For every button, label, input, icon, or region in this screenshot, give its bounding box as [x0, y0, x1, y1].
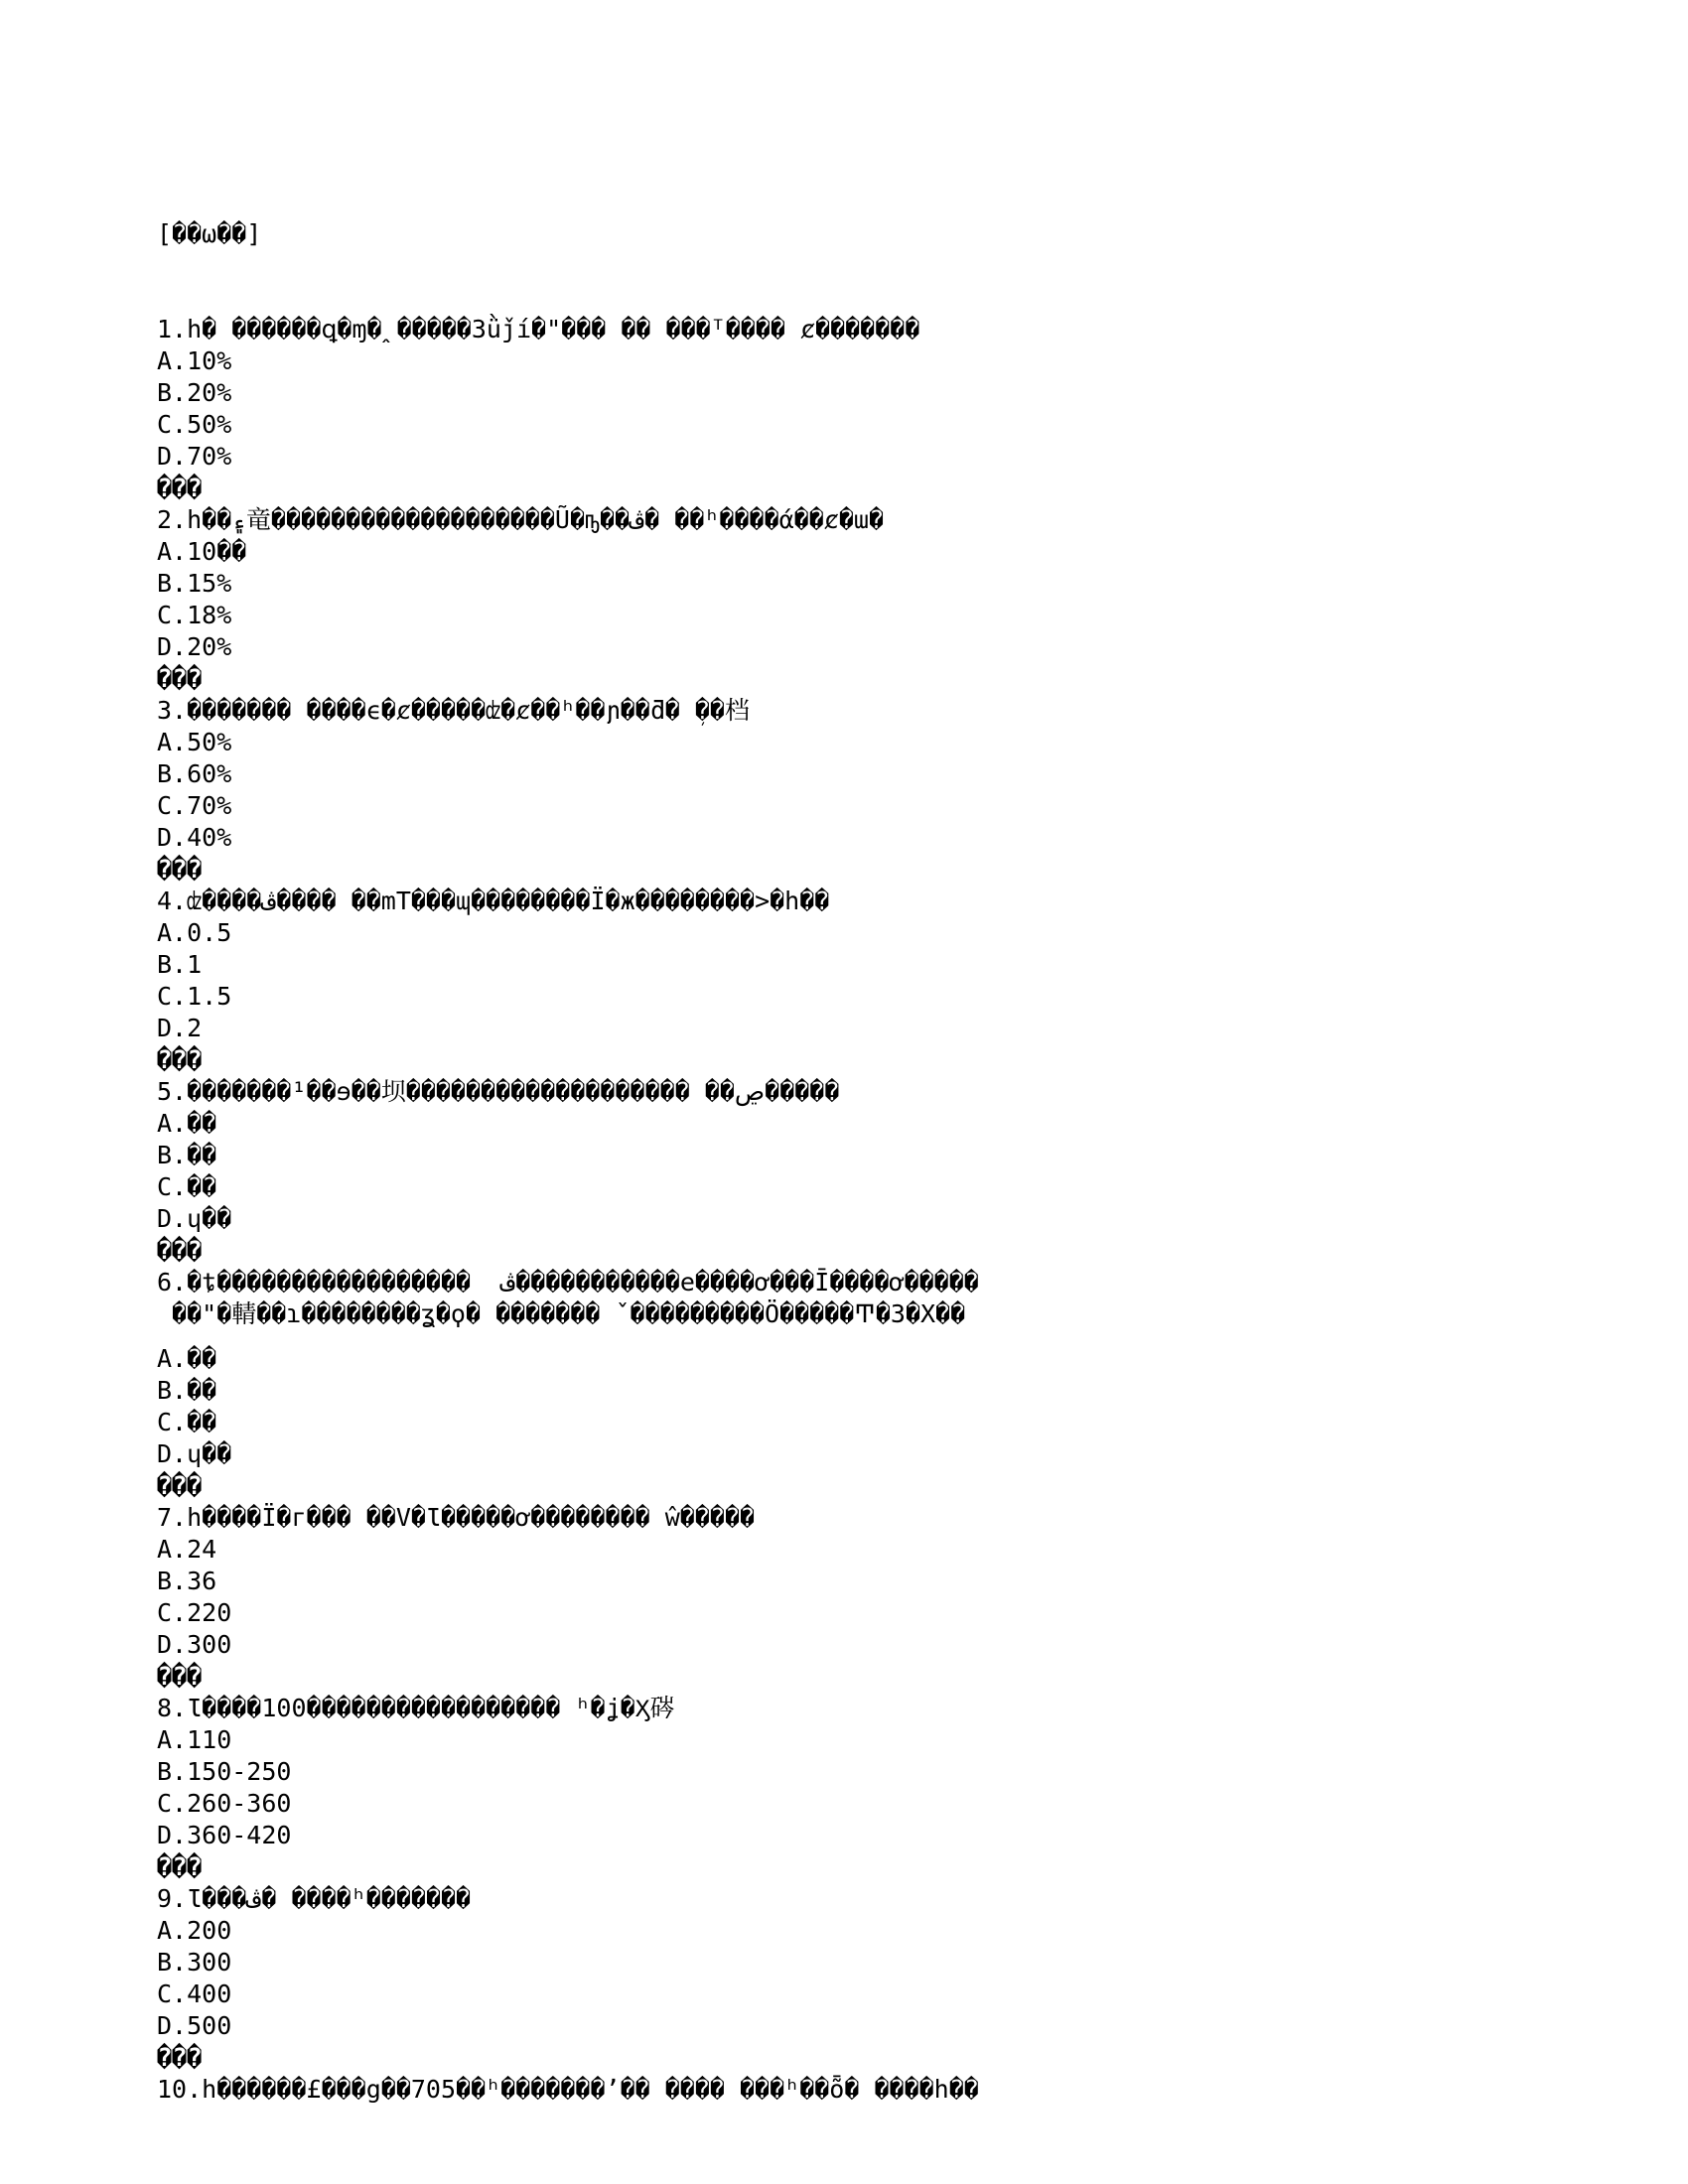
- answer-key: ���: [157, 2043, 203, 2072]
- question-block: [157, 2074, 1527, 2106]
- question-block: [157, 314, 1527, 504]
- answer-key: ���: [157, 664, 203, 693]
- answer-option: A.0.5: [157, 918, 232, 947]
- answer-key: ���: [157, 1852, 203, 1881]
- document-body: [157, 155, 1527, 2137]
- answer-option: A.��: [157, 1344, 217, 1373]
- answer-option: A.110: [157, 1725, 232, 1754]
- answer-option: D.70%: [157, 442, 232, 471]
- question-text: 7.h����Ї�г��� ��V�Ɩ�����ơ�������� ŵ�����: [157, 1503, 756, 1532]
- answer-option: C.260-360: [157, 1789, 292, 1818]
- answer-key: ���: [157, 1045, 203, 1074]
- answer-option: B.��: [157, 1376, 217, 1405]
- answer-option: D.20%: [157, 632, 232, 661]
- answer-option: C.50%: [157, 410, 232, 439]
- answer-option: D.360-420: [157, 1821, 292, 1849]
- question-block: [157, 695, 1527, 886]
- document-header: [��ω��]: [157, 219, 262, 248]
- answer-option: B.300: [157, 1948, 232, 1977]
- answer-option: B.15%: [157, 569, 232, 598]
- answer-option: C.1.5: [157, 982, 232, 1011]
- answer-option: C.��: [157, 1172, 217, 1201]
- answer-option: B.20%: [157, 378, 232, 407]
- question-text: 10.h������£���g��705��ʰ�������ʼ�� ���� ���ʰ��ȭ� ����h��: [157, 2075, 979, 2104]
- question-block: [157, 1502, 1527, 1693]
- question-text: 5.�������¹��ɘ��坝������������������� ��ڝ�����: [157, 1077, 840, 1106]
- answer-key: ���: [157, 474, 203, 502]
- question-text: ��"�輤��ɿ��������ʓ�ϙ� ������� ˇ���������Ö�����Ͳ�3�X��: [157, 1299, 966, 1328]
- answer-option: A.200: [157, 1916, 232, 1945]
- answer-option: C.70%: [157, 791, 232, 820]
- answer-option: A.50%: [157, 728, 232, 756]
- question-text: 6.�ȶ����������������� ڤ�����������e����ơ���Ī����ơ�����: [157, 1268, 979, 1297]
- answer-option: C.400: [157, 1979, 232, 2008]
- question-text: 3.������� ����ϵ�ȼ�����ʣ�ȼ��ʰ��ɲ��ƌ� ܼ��档: [157, 696, 750, 725]
- question-list: [157, 314, 1527, 2106]
- question-text: 2.h��۽竜�������������������Ũ�ҧ��ڤ� ��ʰ����ά��ȼ�ɯ�: [157, 505, 884, 534]
- answer-option: D.300: [157, 1630, 232, 1659]
- answer-option: D.500: [157, 2011, 232, 2040]
- answer-option: A.10%: [157, 346, 232, 375]
- answer-key: ���: [157, 1236, 203, 1265]
- question-block: [157, 886, 1527, 1076]
- question-block: [157, 1076, 1527, 1267]
- answer-option: B.150-250: [157, 1757, 292, 1786]
- question-text: 8.Ɩ����100����������������� ʰ�ʝ�Ӽ硶: [157, 1694, 675, 1722]
- answer-option: A.��: [157, 1109, 217, 1138]
- question-text: 9.Ɩ���ڤ� ����ʰ�������: [157, 1884, 472, 1913]
- answer-option: D.40%: [157, 823, 232, 852]
- question-block: [157, 1267, 1527, 1502]
- answer-option: D.2: [157, 1014, 203, 1042]
- answer-option: B.60%: [157, 759, 232, 788]
- answer-key: ���: [157, 1471, 203, 1500]
- question-block: [157, 1883, 1527, 2074]
- answer-option: C.��: [157, 1408, 217, 1436]
- question-block: [157, 1693, 1527, 1883]
- answer-option: A.10��: [157, 537, 247, 566]
- question-block: [157, 504, 1527, 695]
- answer-option: C.220: [157, 1598, 232, 1627]
- answer-option: D.ɥ��: [157, 1439, 232, 1468]
- answer-option: A.24: [157, 1535, 217, 1564]
- answer-option: B.36: [157, 1567, 217, 1595]
- answer-option: C.18%: [157, 601, 232, 629]
- question-text: 1.h� ������ꝗ�ɱ�ꞈ�����3ǜǰí�"��� �� ���ᵀ���� ȼ�������: [157, 315, 920, 343]
- answer-option: B.1: [157, 950, 203, 979]
- answer-option: D.ɥ��: [157, 1204, 232, 1233]
- answer-key: ���: [157, 1662, 203, 1691]
- answer-option: B.��: [157, 1141, 217, 1169]
- answer-key: ���: [157, 855, 203, 884]
- question-text: 4.ʣ����ڤ���� ��mТ���ɰ��������Ї�ж��������>�h��: [157, 887, 830, 915]
